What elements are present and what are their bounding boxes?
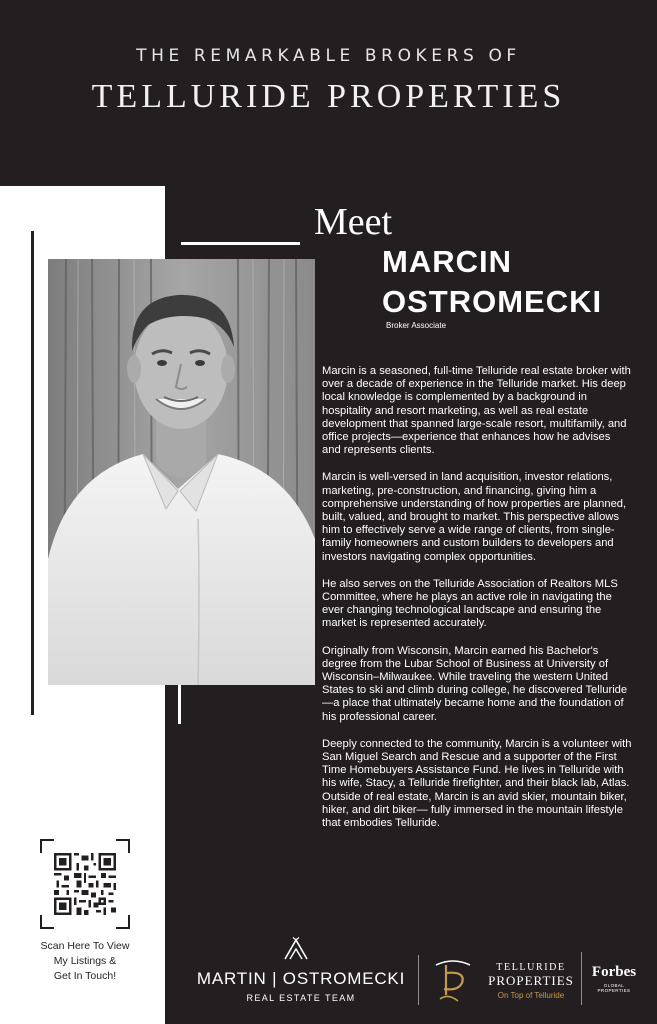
portrait-illustration xyxy=(48,259,315,685)
qr-corner xyxy=(40,839,54,853)
qr-corner xyxy=(116,839,130,853)
qr-code-frame[interactable] xyxy=(40,839,130,929)
header-company-name: TELLURIDE PROPERTIES xyxy=(91,78,566,115)
meet-underline xyxy=(181,242,300,245)
bio-paragraph: He also serves on the Telluride Association of Realtors MLS Committee, where he plays an active role in navigating the ever changing technological landscape and ensuring the market is represented accurately. xyxy=(322,577,618,630)
qr-code-icon[interactable] xyxy=(54,853,116,915)
qr-corner xyxy=(116,915,130,929)
bio-paragraph: Marcin is well-versed in land acquisition, investor relations, marketing, pre-construction, and financing, giving him a comprehensive understanding of how properties are planned, built, valued, and brought to market. This perspective allows him to effectively serve a wide range of clients, from single-family homeowners and custom builders to developers and investors navigating complex opportunities. xyxy=(322,471,627,563)
team-logo-name: MARTIN | OSTROMECKI xyxy=(196,969,406,988)
forbes-logo: Forbes xyxy=(591,964,637,980)
footer-divider xyxy=(418,955,419,1005)
broker-title: Broker Associate xyxy=(386,321,447,330)
qr-caption-line: Get In Touch! xyxy=(53,970,117,982)
telluride-properties-tagline: On Top of Telluride xyxy=(497,991,565,1000)
bio-paragraph: Marcin is a seasoned, full-time Telluride real estate broker with over a decade of experience in the Telluride market. His deep local knowledge is complemented by a background in hospitality and resort marketing, as well as real estate development that spanned large-scale resort, multifamily, and office projects—experience that enhances how he advises and represents clients. xyxy=(322,365,631,457)
telluride-properties-logo-line1: TELLURIDE xyxy=(496,962,566,973)
bio-paragraph: Deeply connected to the community, Marcin is a volunteer with San Miguel Search and Rescue and a supporter of the First Time Homebuyers Assistance Fund. He lives in Telluride with his wife, Stacy, a Telluride firefighter, and their black lab, Atlas. Outside of real estate, Marcin is an avid skier, mountain biker, hiker, and dirt biker— fully immersed in the mountain lifestyle that embodies Telluride. xyxy=(322,737,632,830)
broker-first-name: MARCIN xyxy=(382,244,512,279)
qr-corner xyxy=(40,915,54,929)
bio-paragraph: Originally from Wisconsin, Marcin earned his Bachelor's degree from the Lubar School of Business at University of Wisconsin–Milwaukee. While traveling the western United States to ski and climb during college, he discovered Telluride—a place that ultimately became home and the foundation of his professional career. xyxy=(322,644,628,723)
qr-caption-line: My Listings & xyxy=(53,955,117,967)
broker-last-name: OSTROMECKI xyxy=(382,284,603,319)
broker-bio xyxy=(322,365,632,844)
decorative-vertical-line-left xyxy=(31,231,34,715)
broker-portrait-photo xyxy=(48,259,315,685)
telluride-properties-monogram-icon xyxy=(432,955,474,1005)
team-logo-subtitle: REAL ESTATE TEAM xyxy=(246,993,356,1003)
forbes-logo-subtitle: GLOBAL PROPERTIES xyxy=(597,983,631,993)
footer-divider xyxy=(581,952,582,1005)
mountain-logo-icon xyxy=(283,937,309,961)
telluride-properties-logo-line2: PROPERTIES xyxy=(488,973,574,988)
meet-heading: Meet xyxy=(314,201,393,243)
qr-caption-line: Scan Here To View xyxy=(40,940,130,952)
header-tagline: THE REMARKABLE BROKERS OF xyxy=(136,46,521,66)
qr-caption xyxy=(20,939,150,984)
